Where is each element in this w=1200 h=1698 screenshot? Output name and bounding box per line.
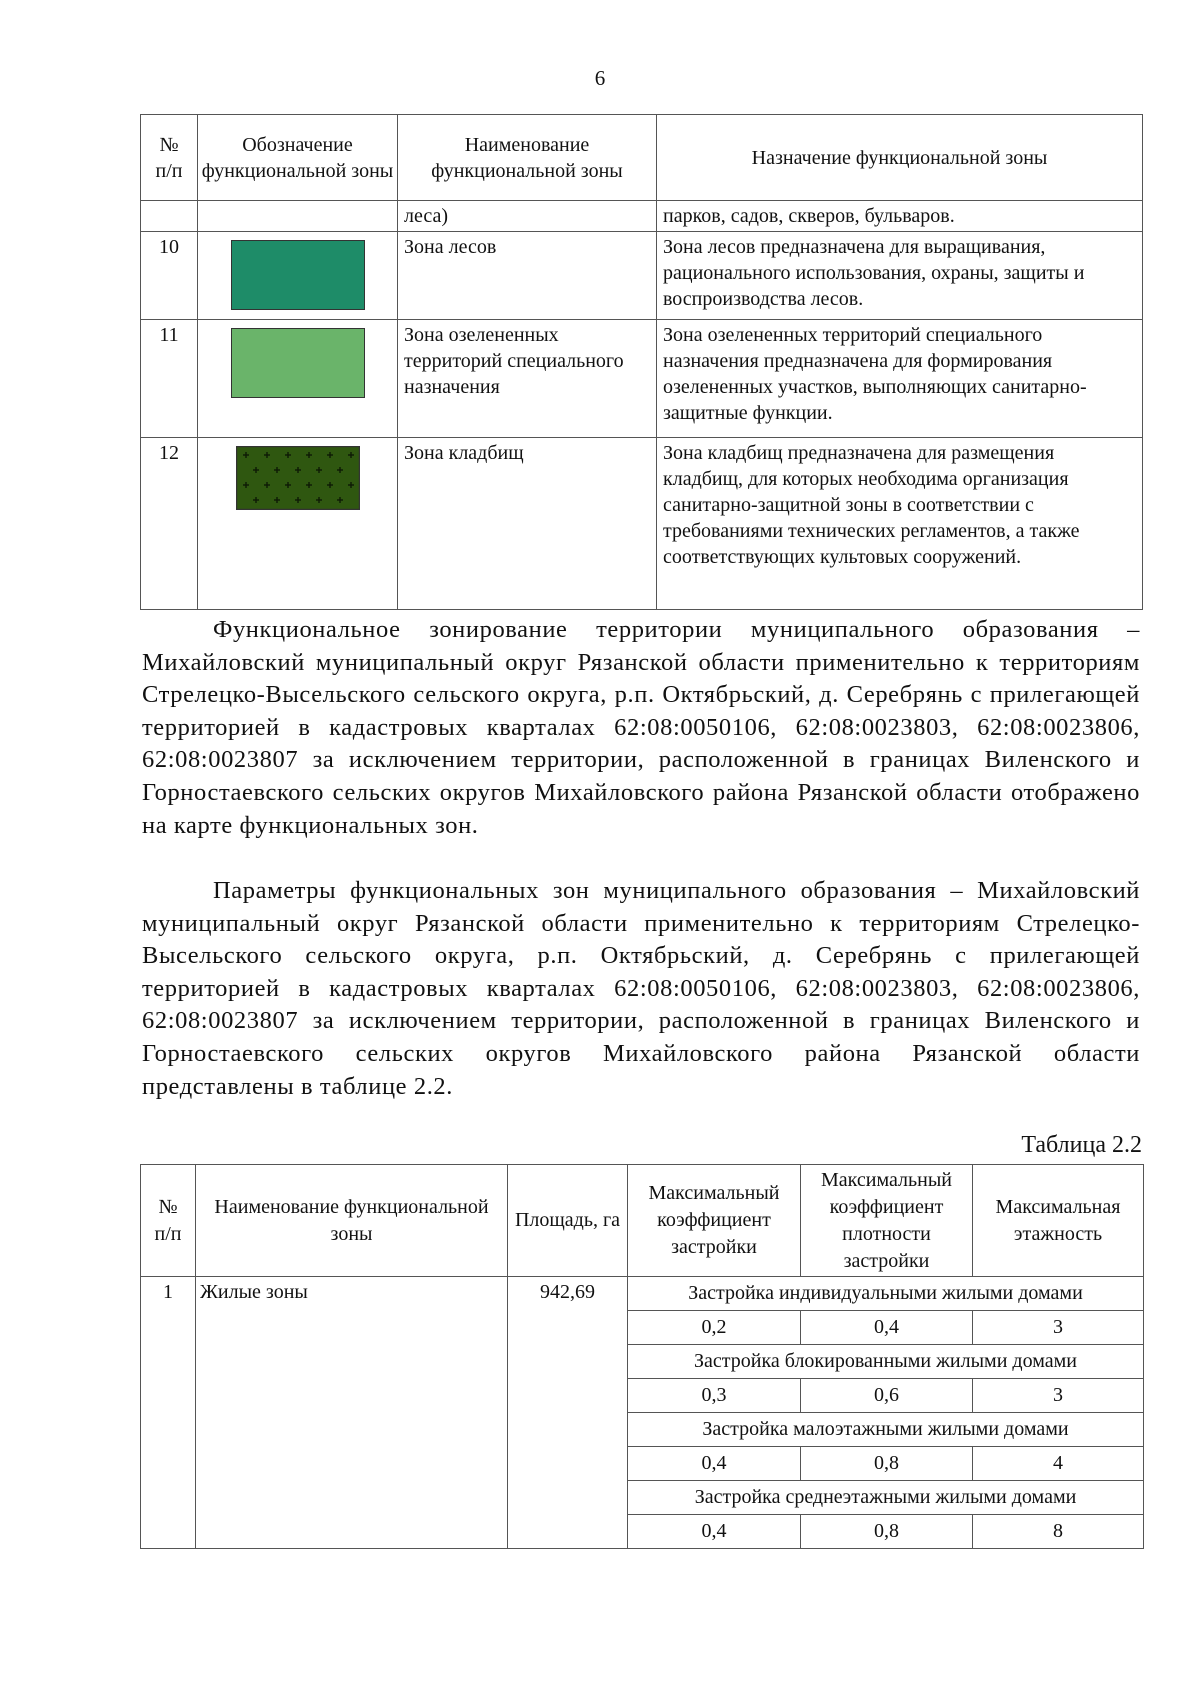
- page-number: 6: [594, 66, 606, 90]
- subgroup-title: Застройка среднеэтажными жилыми домами: [628, 1481, 1144, 1515]
- cell-name: Зона кладбищ: [398, 438, 657, 610]
- zones-legend-table: [140, 114, 1143, 610]
- header-max-coverage: Максимальный коэффициент застройки: [628, 1165, 801, 1277]
- cell-designation: [198, 232, 398, 320]
- cell-floors: 3: [973, 1311, 1144, 1345]
- table-row: [141, 438, 1143, 610]
- table-header-row: [141, 115, 1143, 201]
- table-header-row: [141, 1165, 1144, 1277]
- cell-density: 0,6: [801, 1379, 973, 1413]
- header-area: Площадь, га: [508, 1165, 628, 1277]
- zone-parameters-table: [140, 1164, 1144, 1549]
- cell-name: Зона озелененных территорий специального назначения: [398, 320, 657, 438]
- cell-num: 12: [141, 438, 198, 610]
- cell-floors: 8: [973, 1515, 1144, 1549]
- green-zone-swatch: [231, 328, 365, 398]
- cell-floors: 4: [973, 1447, 1144, 1481]
- paragraph-parameters-text: Параметры функциональных зон муниципального образования – Михайловский муниципальный округ Рязанской области применительно к территориям Стрелецко-Высельского сельского округа, р.п. Октябрьский, д. Серебрянь с прилегающей территорией в кадастровых кварталах 62:08:0050106, 62:08:0023803, 62:08:0023806, 62:08:0023807 за исключением территории, расположенной в границах Виленского и Горностаевского сельских округов Михайловского района Рязанской области представлены в таблице 2.2.: [142, 877, 1140, 1100]
- header-num: № п/п: [141, 115, 198, 201]
- cell-density: 0,8: [801, 1515, 973, 1549]
- header-name: Наименование функциональной зоны: [398, 115, 657, 201]
- header-max-floors: Максимальная этажность: [973, 1165, 1144, 1277]
- subgroup-title: Застройка индивидуальными жилыми домами: [628, 1277, 1144, 1311]
- cell-coverage: 0,4: [628, 1447, 801, 1481]
- cell-density: 0,8: [801, 1447, 973, 1481]
- cell-empty: [198, 201, 398, 232]
- forest-zone-swatch: [231, 240, 365, 310]
- cell-name: леса): [398, 201, 657, 232]
- header-purpose: Назначение функциональной зоны: [657, 115, 1143, 201]
- cell-num: 1: [141, 1277, 196, 1549]
- header-designation: Обозначение функциональной зоны: [198, 115, 398, 201]
- table-row: [141, 1277, 1144, 1311]
- header-num: № п/п: [141, 1165, 196, 1277]
- cell-coverage: 0,2: [628, 1311, 801, 1345]
- cell-num: 11: [141, 320, 198, 438]
- cell-purpose: парков, садов, скверов, бульваров.: [657, 201, 1143, 232]
- table-row: [141, 320, 1143, 438]
- cell-designation: [198, 320, 398, 438]
- table-row-continuation: [141, 201, 1143, 232]
- cell-density: 0,4: [801, 1311, 973, 1345]
- cell-name: Жилые зоны: [196, 1277, 508, 1549]
- paragraph-parameters: [142, 875, 1140, 1103]
- paragraph-zoning-text: Функциональное зонирование территории муниципального образования – Михайловский муниципальный округ Рязанской области применительно к территориям Стрелецко-Высельского сельского округа, р.п. Октябрьский, д. Серебрянь с прилегающей территорией в кадастровых кварталах 62:08:0050106, 62:08:0023803, 62:08:0023806, 62:08:0023807 за исключением территории, расположенной в границах Виленского и Горностаевского сельских округов Михайловского района Рязанской области отображено на карте функциональных зон.: [142, 616, 1140, 839]
- cell-name: Зона лесов: [398, 232, 657, 320]
- subgroup-title: Застройка малоэтажными жилыми домами: [628, 1413, 1144, 1447]
- cell-area: 942,69: [508, 1277, 628, 1549]
- cell-floors: 3: [973, 1379, 1144, 1413]
- cell-coverage: 0,3: [628, 1379, 801, 1413]
- header-max-density: Максимальный коэффициент плотности застройки: [801, 1165, 973, 1277]
- cemetery-zone-swatch: [236, 446, 360, 510]
- table-row: [141, 232, 1143, 320]
- subgroup-title: Застройка блокированными жилыми домами: [628, 1345, 1144, 1379]
- header-name: Наименование функциональной зоны: [196, 1165, 508, 1277]
- cell-empty: [141, 201, 198, 232]
- paragraph-zoning: [142, 614, 1140, 842]
- table-caption: Таблица 2.2: [1021, 1132, 1142, 1158]
- cell-coverage: 0,4: [628, 1515, 801, 1549]
- cell-purpose: Зона лесов предназначена для выращивания, рационального использования, охраны, защиты и воспроизводства лесов.: [657, 232, 1143, 320]
- cell-num: 10: [141, 232, 198, 320]
- cell-purpose: Зона озелененных территорий специального назначения предназначена для формирования озелененных участков, выполняющих санитарно-защитные функции.: [657, 320, 1143, 438]
- cell-purpose: Зона кладбищ предназначена для размещения кладбищ, для которых необходима организация санитарно-защитной зоны в соответствии с требованиями технических регламентов, а также соответствующих культовых сооружений.: [657, 438, 1143, 610]
- cell-designation: [198, 438, 398, 610]
